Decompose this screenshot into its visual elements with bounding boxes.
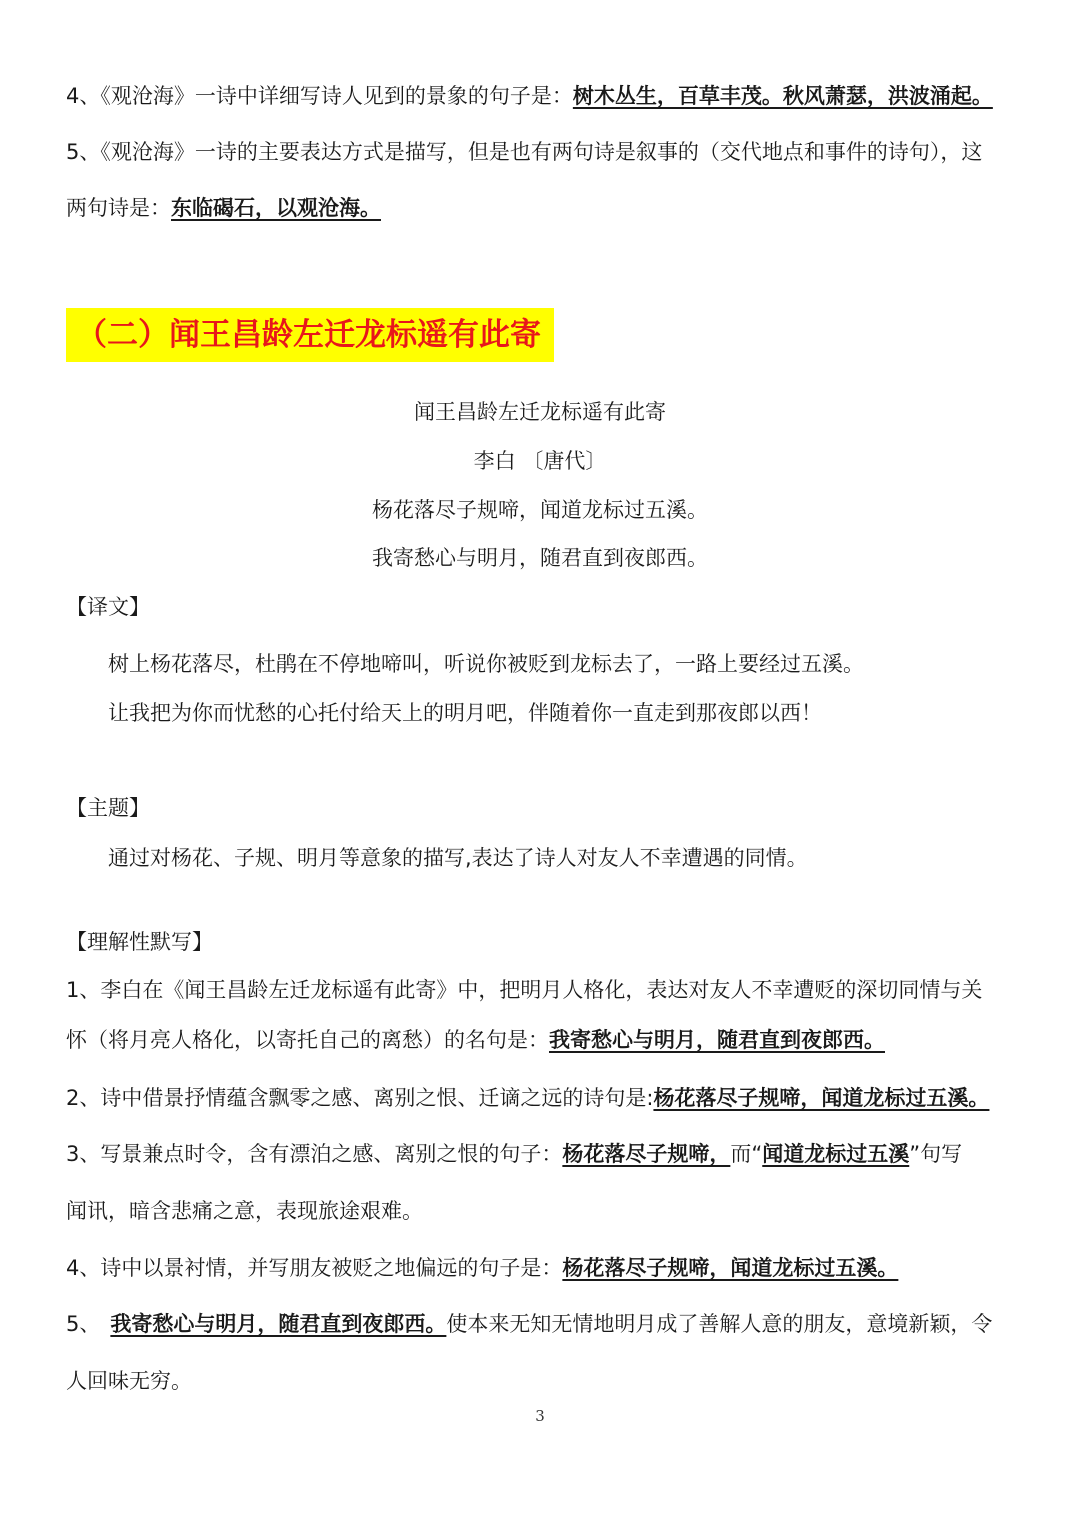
dict-q5-suffix: 使本来无知无情地明月成了善解人意的朋友，意境新颖，令 <box>446 1312 993 1336</box>
translation-label: 【译文】 <box>66 595 150 619</box>
dict-q3-answer1: 杨花落尽子规啼， <box>562 1142 731 1166</box>
dict-q2 <box>66 1083 1026 1113</box>
dict-q4-prefix: 4、诗中以景衬情，并写朋友被贬之地偏远的句子是： <box>66 1256 563 1280</box>
top-q5-line1: 5、《观沧海》一诗的主要表达方式是描写，但是也有两句诗是叙事的（交代地点和事件的诗句），这 <box>66 140 983 164</box>
poem-line-1: 杨花落尽子规啼，闻道龙标过五溪。 <box>372 498 708 522</box>
dict-q1-answer: 我寄愁心与明月，随君直到夜郎西。 <box>549 1028 885 1052</box>
translation-line-2: 让我把为你而忧愁的心托付给天上的明月吧，伴随着你一直走到那夜郎以西！ <box>108 701 822 725</box>
dict-q5-line1 <box>66 1309 1026 1339</box>
dict-q2-prefix: 2、诗中借景抒情蕴含飘零之感、离别之恨、迁谪之远的诗句是: <box>66 1086 654 1110</box>
dict-q3-mid: 而“ <box>730 1142 763 1166</box>
q5-answer: 东临碣石，以观沧海。 <box>171 196 381 220</box>
q4-answer: 树木丛生，百草丰茂。秋风萧瑟，洪波涌起。 <box>572 84 993 108</box>
dict-q1-prefix: 怀（将月亮人格化，以寄托自己的离愁）的名句是： <box>66 1028 549 1052</box>
dict-q5-answer: 我寄愁心与明月，随君直到夜郎西。 <box>110 1312 447 1336</box>
dict-q2-answer: 杨花落尽子规啼，闻道龙标过五溪。 <box>653 1086 990 1110</box>
q4-prefix: 4、《观沧海》一诗中详细写诗人见到的景象的句子是： <box>66 84 573 108</box>
dict-q3-suffix: ”句写 <box>909 1142 963 1166</box>
q5-prefix2: 两句诗是： <box>66 196 171 220</box>
theme-text: 通过对杨花、子规、明月等意象的描写,表达了诗人对友人不幸遭遇的同情。 <box>108 846 808 870</box>
dict-q5-line2: 人回味无穷。 <box>66 1369 192 1393</box>
poem-title: 闻王昌龄左迁龙标遥有此寄 <box>414 400 666 424</box>
poem-author: 李白 〔唐代〕 <box>473 449 607 473</box>
dict-q3-line2: 闻讯，暗含悲痛之意，表现旅途艰难。 <box>66 1199 423 1223</box>
dict-q3-answer2: 闻道龙标过五溪 <box>762 1142 910 1166</box>
section-heading: （二）闻王昌龄左迁龙标遥有此寄 <box>66 308 554 362</box>
dict-q5-prefix: 5、 <box>66 1312 101 1336</box>
top-q5-line2 <box>66 193 1026 223</box>
dict-q1-line1: 1、李白在《闻王昌龄左迁龙标遥有此寄》中，把明月人格化，表达对友人不幸遭贬的深切同情与关 <box>66 978 983 1002</box>
theme-label: 【主题】 <box>66 796 150 820</box>
translation-line-1: 树上杨花落尽，杜鹃在不停地啼叫，听说你被贬到龙标去了，一路上要经过五溪。 <box>108 652 864 676</box>
dict-q1-line2 <box>66 1025 1026 1055</box>
page-number: 3 <box>535 1407 545 1425</box>
dict-q4-answer: 杨花落尽子规啼，闻道龙标过五溪。 <box>562 1256 899 1280</box>
dictation-label: 【理解性默写】 <box>66 930 213 954</box>
top-q4 <box>66 81 1026 111</box>
dict-q4 <box>66 1253 1026 1283</box>
dict-q3-line1 <box>66 1139 1026 1169</box>
poem-line-2: 我寄愁心与明月，随君直到夜郎西。 <box>372 546 708 570</box>
dict-q3-prefix: 3、写景兼点时令，含有漂泊之感、离别之恨的句子： <box>66 1142 563 1166</box>
